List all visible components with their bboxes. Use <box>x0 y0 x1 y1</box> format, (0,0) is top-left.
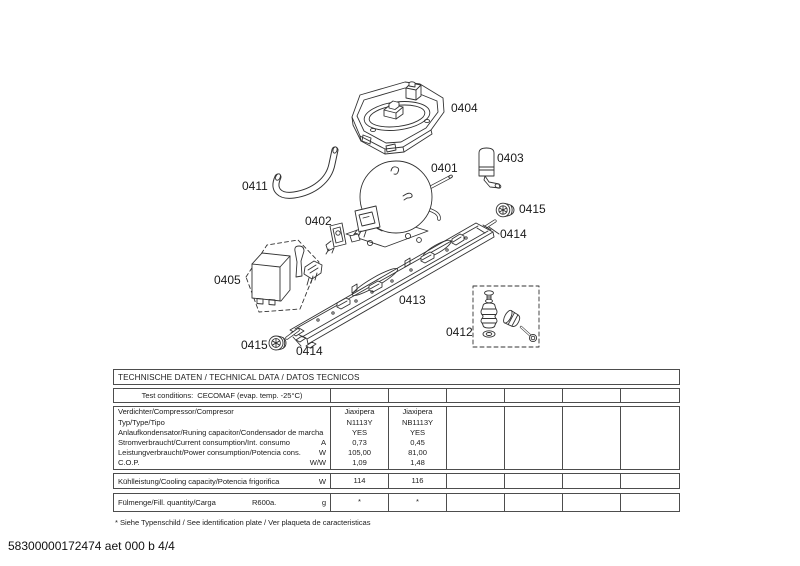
cooling-value: 116 <box>411 475 424 485</box>
cooling-unit: W <box>318 476 326 486</box>
cooling-value: 114 <box>353 475 366 485</box>
table-title-row <box>113 369 680 385</box>
empty-cell <box>621 407 679 469</box>
spec-unit: W <box>318 448 326 458</box>
fill-unit: g <box>321 498 326 507</box>
empty-cell <box>563 474 621 488</box>
spec-value: NB1113Y <box>401 417 434 427</box>
part-label-grommet-lower: 0415 <box>241 338 268 352</box>
technical-data-table <box>113 369 680 527</box>
spec-value: 0,73 <box>352 438 367 447</box>
empty-cell <box>621 474 679 488</box>
spec-value: Jiaxipera <box>344 407 375 417</box>
table-footnote: * Siehe Typenschild / See identification plate / Ver plaqueta de caracteristicas <box>115 518 371 527</box>
grommet-upper-drawing <box>496 203 514 217</box>
empty-cell <box>621 494 679 511</box>
test-conditions-row <box>113 388 680 403</box>
empty-cell <box>447 407 505 469</box>
empty-cell <box>621 389 679 402</box>
fill-label: Fülmenge/Fill. quantity/Carga <box>118 498 216 507</box>
fixing-kit-drawing <box>473 286 539 347</box>
part-label-drip-tray: 0404 <box>451 101 478 115</box>
spec-label: C.O.P. <box>118 458 140 468</box>
spec-unit: A <box>320 438 326 447</box>
spec-label: Verdichter/Compressor/Compresor <box>118 407 234 417</box>
empty-cell <box>563 389 621 402</box>
spec-values-column-1 <box>331 407 389 469</box>
empty-cell <box>563 407 621 469</box>
tube-drawing <box>275 146 338 195</box>
part-label-fixing-kit: 0412 <box>446 325 473 339</box>
fill-value: * <box>358 497 361 507</box>
empty-cell <box>447 494 505 511</box>
spec-value: 81,00 <box>408 448 427 458</box>
grommet-lower-drawing <box>269 336 286 350</box>
table-title: TECHNISCHE DATEN / TECHNICAL DATA / DATOS TECNICOS <box>118 372 360 382</box>
spec-values-column-2 <box>389 407 447 469</box>
empty-cell <box>447 474 505 488</box>
test-conditions-cell <box>114 389 331 402</box>
fill-label-cell <box>114 494 331 511</box>
document-code: 58300000172474 aet 000 b 4/4 <box>8 539 175 553</box>
drip-tray-drawing <box>352 82 444 154</box>
empty-cell <box>505 494 563 511</box>
empty-cell <box>563 494 621 511</box>
empty-cell <box>331 389 389 402</box>
part-label-relay: 0402 <box>305 214 332 228</box>
empty-cell <box>505 474 563 488</box>
cooling-capacity-row <box>113 473 680 489</box>
spec-label: Leistungverbraucht/Power consumption/Potencia cons. <box>118 448 301 458</box>
spec-value: 1,09 <box>352 458 367 468</box>
empty-cell <box>505 389 563 402</box>
part-label-cover-kit: 0405 <box>214 273 241 287</box>
spec-label: Stromverbraucht/Current consumption/Int. consumo <box>118 438 290 447</box>
spec-value: Jiaxipera <box>402 407 433 417</box>
empty-cell <box>505 407 563 469</box>
test-conditions-text: Test conditions: CECOMAF (evap. temp. -25°C) <box>141 391 303 400</box>
spec-value: 0,45 <box>410 438 425 447</box>
part-label-pin-upper: 0414 <box>500 227 527 241</box>
spec-labels-cell <box>114 407 331 469</box>
part-label-tube: 0411 <box>242 179 268 193</box>
compressor-spec-block <box>113 406 680 470</box>
fill-value: * <box>416 497 419 507</box>
fill-quantity-row <box>113 493 680 512</box>
spec-value: 1,48 <box>410 458 425 468</box>
spec-label: Anlaufkondensator/Runing capacitor/Condensador de marcha <box>118 427 324 437</box>
spec-value: YES <box>409 427 426 437</box>
spec-value: N1113Y <box>346 417 373 427</box>
spec-unit: W/W <box>309 458 326 468</box>
empty-cell <box>447 389 505 402</box>
part-label-grommet-upper: 0415 <box>519 202 546 216</box>
cooling-label-cell <box>114 474 331 488</box>
cover-kit-drawing <box>246 240 322 312</box>
spec-value: YES <box>351 427 368 437</box>
refrigerant-type: R600a. <box>252 498 277 507</box>
part-label-pin-lower: 0414 <box>296 344 323 358</box>
part-label-capacitor: 0403 <box>497 151 524 165</box>
part-label-mounting-rail: 0413 <box>399 293 426 307</box>
spec-label: Typ/Type/Tipo <box>118 417 165 427</box>
cooling-label: Kühlleistung/Cooling capacity/Potencia frigorifica <box>118 476 280 486</box>
spec-value: 105,00 <box>348 448 371 458</box>
part-label-compressor: 0401 <box>431 161 458 175</box>
empty-cell <box>389 389 447 402</box>
